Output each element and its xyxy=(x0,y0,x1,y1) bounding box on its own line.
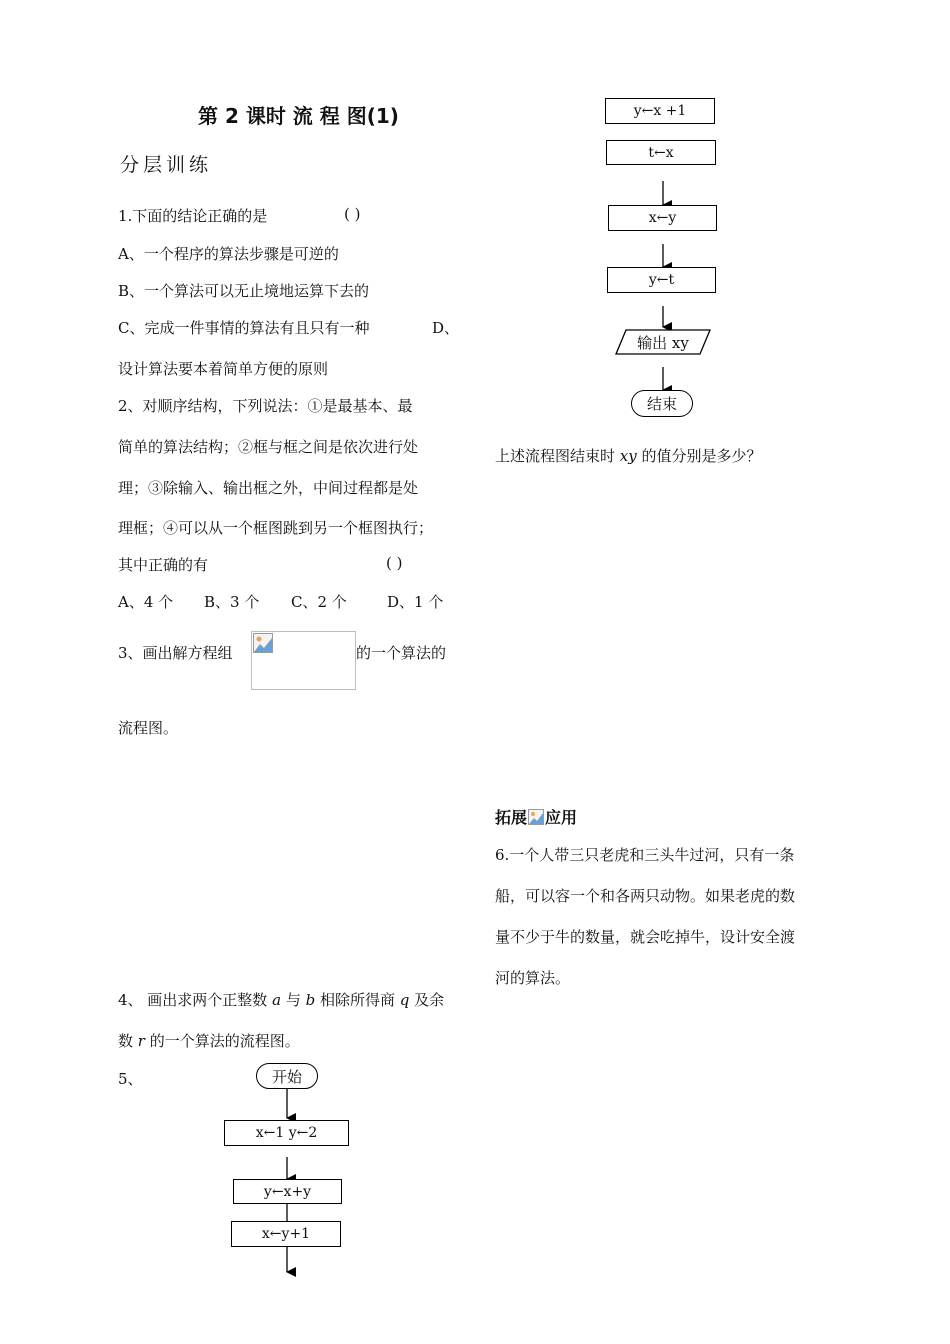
flow-r-box-t: t←x xyxy=(606,140,716,165)
q1-option-d-label: D、 xyxy=(432,319,460,337)
q2-line-3: 理；③除输入、输出框之外，中间过程都是处 xyxy=(118,479,419,497)
q4-line-1: 4、 画出求两个正整数 a 与 b 相除所得商 q 及余 xyxy=(118,991,445,1009)
q1-answer-paren: ( ) xyxy=(344,205,361,223)
q6-line-2: 船，可以容一个和各两只动物。如果老虎的数 xyxy=(495,887,796,905)
q5-question: 上述流程图结束时 xy 的值分别是多少？ xyxy=(495,447,762,465)
q1-option-c: C、完成一件事情的算法有且只有一种 xyxy=(118,319,370,337)
q6-line-1: 6.一个人带三只老虎和三头牛过河，只有一条 xyxy=(495,846,795,864)
q1-option-d-text: 设计算法要本着简单方便的原则 xyxy=(118,360,329,378)
q5-label: 5、 xyxy=(118,1070,143,1088)
q3-text-before: 3、画出解方程组 xyxy=(118,644,233,662)
flow-box-init: x←1 y←2 xyxy=(224,1120,349,1146)
flow-r-end-terminal: 结束 xyxy=(631,390,693,417)
q3-text-after: 的一个算法的 xyxy=(356,644,447,662)
flow-r-box-x: x←y xyxy=(608,205,717,231)
broken-image-icon xyxy=(528,809,544,825)
q4-line-2: 数 r 的一个算法的流程图。 xyxy=(118,1032,300,1050)
q2-option-b: B、3 个 xyxy=(204,593,260,611)
flow-box-y-assign: y←x+y xyxy=(233,1179,342,1204)
q6-line-3: 量不少于牛的数量，就会吃掉牛，设计安全渡 xyxy=(495,928,796,946)
flow-box-x-assign: x←y+1 xyxy=(231,1221,341,1247)
q2-answer-paren: ( ) xyxy=(386,554,403,572)
extension-heading: 拓展 应用 xyxy=(495,808,578,827)
flow-start-terminal: 开始 xyxy=(256,1063,318,1089)
q2-option-a: A、4 个 xyxy=(118,593,174,611)
q2-line-4: 理框；④可以从一个框图跳到另一个框图执行； xyxy=(118,519,434,537)
q2-line-1: 2、对顺序结构，下列说法：①是最基本、最 xyxy=(118,397,413,415)
q1-option-a: A、一个程序的算法步骤是可逆的 xyxy=(118,245,339,263)
q6-line-4: 河的算法。 xyxy=(495,969,571,987)
flow-r-box-y: y←x +1 xyxy=(605,98,715,124)
page-title: 第 2 课时 流 程 图(1) xyxy=(198,104,399,128)
section-heading: 分层训练 xyxy=(120,154,213,176)
flow-r-box-y2: y←t xyxy=(607,267,716,293)
flow-r-output-label: 输出 xy xyxy=(637,333,689,352)
q1-option-b: B、一个算法可以无止境地运算下去的 xyxy=(118,282,370,300)
q1-stem: 1.下面的结论正确的是 xyxy=(118,207,268,225)
q2-line-5: 其中正确的有 xyxy=(118,556,209,574)
q2-line-2: 简单的算法结构；②框与框之间是依次进行处 xyxy=(118,438,419,456)
q2-option-c: C、2 个 xyxy=(291,593,347,611)
q3-line-2: 流程图。 xyxy=(118,719,179,737)
q2-option-d: D、1 个 xyxy=(387,593,444,611)
